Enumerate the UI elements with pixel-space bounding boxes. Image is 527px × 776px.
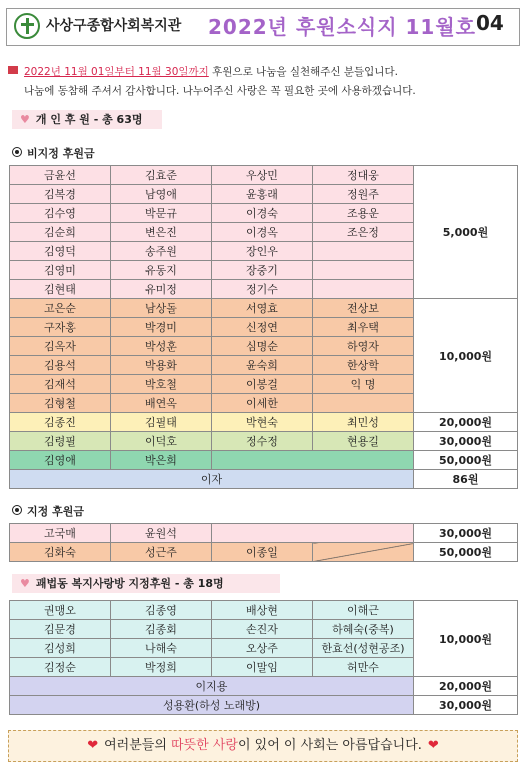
- table-row: [10, 166, 518, 185]
- donor-name: 김효준: [111, 166, 212, 185]
- designated-heading: 지정 후원금: [12, 503, 84, 519]
- donor-name: 김옥자: [10, 337, 111, 356]
- donor-name: 익 명: [313, 375, 414, 394]
- donor-name: 구자홍: [10, 318, 111, 337]
- donor-name: 이경숙: [212, 204, 313, 223]
- donor-name: 정수정: [212, 432, 313, 451]
- empty-slash-cell: [212, 524, 414, 543]
- donor-name: 현용길: [313, 432, 414, 451]
- donor-name: 하혜숙(중복): [313, 620, 414, 639]
- group-donation-heading: ♥ 괘법동 복지사랑방 지정후원 - 총 18명: [12, 574, 280, 593]
- table-row: [10, 451, 518, 470]
- donor-name: 변은진: [111, 223, 212, 242]
- empty-slash-cell: [313, 280, 414, 299]
- donor-name: 유미정: [111, 280, 212, 299]
- donor-name: 김수영: [10, 204, 111, 223]
- donor-name: 고국매: [10, 524, 111, 543]
- circle-bullet-icon: [12, 505, 22, 515]
- donor-name: 김종진: [10, 413, 111, 432]
- donor-name: 박문규: [111, 204, 212, 223]
- donor-name: 김화숙: [10, 543, 111, 562]
- donor-name: 김종영: [111, 601, 212, 620]
- donor-name: 손진자: [212, 620, 313, 639]
- empty-slash-cell: [313, 242, 414, 261]
- donor-name: 정원주: [313, 185, 414, 204]
- table-row: [10, 470, 518, 489]
- donor-name: 최민성: [313, 413, 414, 432]
- flag-icon: [8, 66, 18, 74]
- donor-name: 박현숙: [212, 413, 313, 432]
- donor-name: 김형철: [10, 394, 111, 413]
- donor-name: 조은정: [313, 223, 414, 242]
- donor-name: 금윤선: [10, 166, 111, 185]
- newsletter-title: 2022년 후원소식지 11월호: [208, 15, 476, 39]
- donor-name: 김성희: [10, 639, 111, 658]
- donor-name: 박성훈: [111, 337, 212, 356]
- donor-name: 김영애: [10, 451, 111, 470]
- amount-cell: 50,000원: [414, 451, 518, 470]
- amount-cell: 30,000원: [414, 524, 518, 543]
- donor-name: 김정순: [10, 658, 111, 677]
- donor-name: 윤홍래: [212, 185, 313, 204]
- table-row: [10, 696, 518, 715]
- amount-cell: 86원: [414, 470, 518, 489]
- circle-bullet-icon: [12, 147, 22, 157]
- donor-name: 이세한: [212, 394, 313, 413]
- donor-name: 최우택: [313, 318, 414, 337]
- amount-cell: 10,000원: [414, 299, 518, 413]
- donor-name: 박은희: [111, 451, 212, 470]
- table-row: [10, 413, 518, 432]
- donor-name: 남영애: [111, 185, 212, 204]
- donor-name: 김령필: [10, 432, 111, 451]
- donor-name: 허만수: [313, 658, 414, 677]
- intro-line2: 나눔에 동참해 주셔서 감사합니다. 나누어주신 사랑은 꼭 필요한 곳에 사용하겠습니다.: [24, 85, 416, 97]
- amount-cell: 30,000원: [414, 432, 518, 451]
- footer-message: ❤ 여러분들의 따뜻한 사랑이 있어 이 사회는 아름답습니다. ❤: [8, 730, 518, 762]
- donor-name: 김종회: [111, 620, 212, 639]
- donor-name: 이지용: [10, 677, 414, 696]
- donor-name: 성용환(하성 노래방): [10, 696, 414, 715]
- donor-name: 신정연: [212, 318, 313, 337]
- donor-name: 김복경: [10, 185, 111, 204]
- donor-name: 윤숙희: [212, 356, 313, 375]
- donor-name: 김필태: [111, 413, 212, 432]
- donor-name: 전상보: [313, 299, 414, 318]
- donor-name: 장인우: [212, 242, 313, 261]
- donor-name: 윤원석: [111, 524, 212, 543]
- donor-name: 이말임: [212, 658, 313, 677]
- org-logo-icon: [14, 13, 40, 39]
- heart-icon: ♥: [20, 577, 30, 590]
- amount-cell: 30,000원: [414, 696, 518, 715]
- donor-name: 김재석: [10, 375, 111, 394]
- undesignated-table: [9, 165, 518, 489]
- donor-name: 심명순: [212, 337, 313, 356]
- donor-name: 김영덕: [10, 242, 111, 261]
- donor-name: 이종일: [212, 543, 313, 562]
- group-table: [9, 600, 518, 715]
- donor-name: 하영자: [313, 337, 414, 356]
- donor-name: 권맹오: [10, 601, 111, 620]
- donor-name: 박호철: [111, 375, 212, 394]
- donor-name: 김영미: [10, 261, 111, 280]
- donor-name: 배상현: [212, 601, 313, 620]
- table-row: [10, 543, 518, 562]
- interest-label: 이자: [10, 470, 414, 489]
- amount-cell: 20,000원: [414, 413, 518, 432]
- donor-name: 정기수: [212, 280, 313, 299]
- heart-icon: ♥: [20, 113, 30, 126]
- donor-name: 우상민: [212, 166, 313, 185]
- amount-cell: 10,000원: [414, 601, 518, 677]
- amount-cell: 5,000원: [414, 166, 518, 299]
- donor-name: 유동지: [111, 261, 212, 280]
- designated-table: [9, 523, 518, 562]
- empty-slash-cell: [313, 261, 414, 280]
- amount-cell: 20,000원: [414, 677, 518, 696]
- intro-line1: 후원으로 나눔을 실천해주신 분들입니다.: [208, 66, 398, 78]
- donor-name: 남상돌: [111, 299, 212, 318]
- donor-name: 이해근: [313, 601, 414, 620]
- empty-slash-cell: [313, 543, 414, 562]
- donor-name: 장중기: [212, 261, 313, 280]
- empty-slash-cell: [212, 451, 414, 470]
- donor-name: 이봉걸: [212, 375, 313, 394]
- donor-name: 고은순: [10, 299, 111, 318]
- donor-name: 오상주: [212, 639, 313, 658]
- personal-donation-heading: ♥ 개 인 후 원 - 총 63명: [12, 110, 162, 129]
- org-name: 사상구종합사회복지관: [46, 18, 182, 34]
- donor-name: 서영효: [212, 299, 313, 318]
- donor-name: 김용석: [10, 356, 111, 375]
- intro-text: [8, 63, 523, 101]
- donor-name: 정대웅: [313, 166, 414, 185]
- donor-name: 배연옥: [111, 394, 212, 413]
- donor-name: 이경옥: [212, 223, 313, 242]
- amount-cell: 50,000원: [414, 543, 518, 562]
- table-row: [10, 677, 518, 696]
- donor-name: 성근주: [111, 543, 212, 562]
- donor-name: 김현태: [10, 280, 111, 299]
- table-row: [10, 601, 518, 620]
- donor-name: 박경미: [111, 318, 212, 337]
- donor-name: 박정희: [111, 658, 212, 677]
- page-number: 04: [476, 11, 504, 35]
- heart-icon: ❤: [427, 738, 439, 753]
- donor-name: 나해숙: [111, 639, 212, 658]
- donor-name: 박용화: [111, 356, 212, 375]
- empty-slash-cell: [313, 394, 414, 413]
- donor-name: 한효선(성현공조): [313, 639, 414, 658]
- donor-name: 김순희: [10, 223, 111, 242]
- undesignated-heading: 비지정 후원금: [12, 145, 95, 161]
- table-row: [10, 432, 518, 451]
- donor-name: 송주원: [111, 242, 212, 261]
- donor-name: 이덕호: [111, 432, 212, 451]
- table-row: [10, 524, 518, 543]
- donor-name: 김문경: [10, 620, 111, 639]
- heart-icon: ❤: [87, 738, 99, 753]
- table-row: [10, 299, 518, 318]
- period-text: 2022년 11월 01일부터 11월 30일까지: [24, 66, 209, 78]
- donor-name: 한상학: [313, 356, 414, 375]
- donor-name: 조용운: [313, 204, 414, 223]
